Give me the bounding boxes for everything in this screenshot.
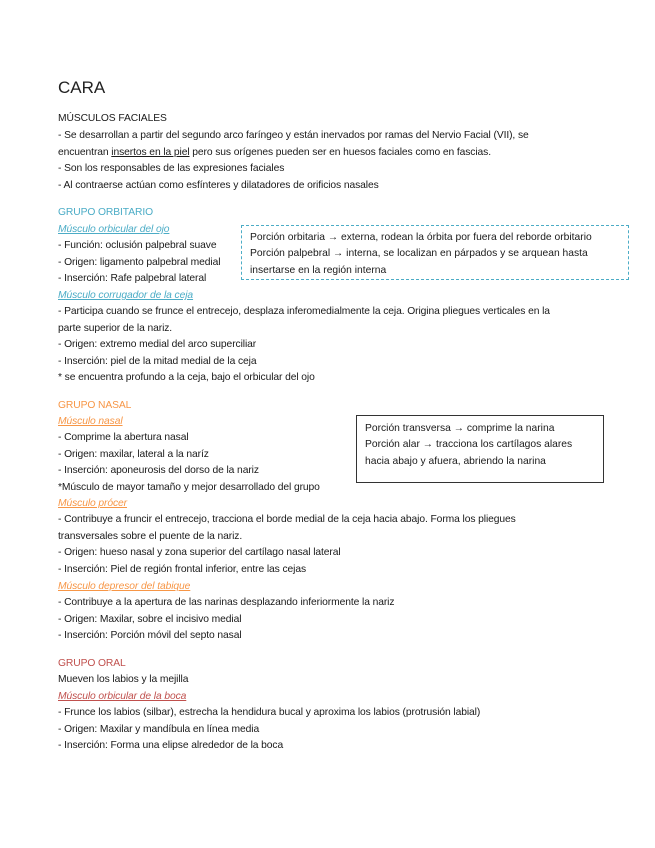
group-heading-orbital: GRUPO ORBITARIO [58,207,153,218]
text-line: - Origen: ligamento palpebral medial [58,257,221,268]
text-line: - Origen: maxilar, lateral a la naríz [58,449,209,460]
group-heading-oral: GRUPO ORAL [58,658,126,669]
text-line: - Origen: hueso nasal y zona superior del cartílago nasal lateral [58,547,341,558]
muscle-title: Músculo orbicular de la boca [58,691,187,702]
text-line: - Comprime la abertura nasal [58,432,189,443]
text-line: - Contribuye a fruncir el entrecejo, tracciona el borde medial de la ceja hacia abajo. Forma los pliegues [58,514,516,525]
text-line: - Función: oclusión palpebral suave [58,240,217,251]
muscle-title: Músculo nasal [58,416,123,427]
page-title: CARA [58,78,106,97]
text-line: - Inserción: Piel de región frontal inferior, entre las cejas [58,564,307,575]
section-heading: MÚSCULOS FACIALES [58,113,167,124]
underlined-text: insertos en la piel [111,147,190,158]
text-line: - Son los responsables de las expresiones faciales [58,163,285,174]
note-line: hacia abajo y afuera, abriendo la narina [365,456,546,467]
nasal-note-box [356,415,604,483]
text-line: - Inserción: piel de la mitad medial de la ceja [58,356,257,367]
muscle-title: Músculo corrugador de la ceja [58,290,194,301]
text-line: transversales sobre el puente de la nariz. [58,531,243,542]
text-line: Mueven los labios y la mejilla [58,674,189,685]
text-line [58,145,491,161]
muscle-title: Músculo prócer [58,498,127,509]
text-line: * se encuentra profundo a la ceja, bajo el orbicular del ojo [58,372,315,383]
text-line: - Origen: Maxilar y mandíbula en línea media [58,724,260,735]
text-line: - Al contraerse actúan como esfínteres y dilatadores de orificios nasales [58,180,379,191]
muscle-title: Músculo orbicular del ojo [58,224,170,235]
note-line: Porción transversa → comprime la narina [365,423,555,434]
note-line: Porción palpebral → interna, se localizan en párpados y se arquean hasta [250,248,588,259]
text-line: - Se desarrollan a partir del segundo arco faríngeo y están inervados por ramas del Nervio Facial (VII), se [58,130,529,141]
muscle-title: Músculo depresor del tabique [58,581,191,592]
text-line: *Músculo de mayor tamaño y mejor desarrollado del grupo [58,482,320,493]
text-line: - Inserción: aponeurosis del dorso de la nariz [58,465,259,476]
text-line: - Inserción: Porción móvil del septo nasal [58,630,242,641]
note-line: Porción alar → tracciona los cartílagos alares [365,439,573,450]
note-line: Porción orbitaria → externa, rodean la órbita por fuera del reborde orbitario [250,232,592,243]
text: encuentran [58,147,112,158]
text-line: - Origen: extremo medial del arco superciliar [58,339,257,350]
text-line: - Frunce los labios (silbar), estrecha la hendidura bucal y aproxima los labios (protrusión labial) [58,707,481,718]
text-line: - Inserción: Forma una elipse alrededor de la boca [58,740,284,751]
text-line: - Origen: Maxilar, sobre el incisivo medial [58,614,242,625]
text-line: parte superior de la nariz. [58,323,173,334]
text: pero sus orígenes pueden ser en huesos faciales como en fascias. [189,147,491,158]
group-heading-nasal: GRUPO NASAL [58,400,132,411]
note-line: insertarse en la región interna [250,265,387,276]
text-line: - Participa cuando se frunce el entrecejo, desplaza inferomedialmente la ceja. Origina pliegues verticales en la [58,306,550,317]
orbital-note-box [241,225,629,280]
text-line: - Inserción: Rafe palpebral lateral [58,273,207,284]
text-line: - Contribuye a la apertura de las narinas desplazando inferiormente la nariz [58,597,395,608]
